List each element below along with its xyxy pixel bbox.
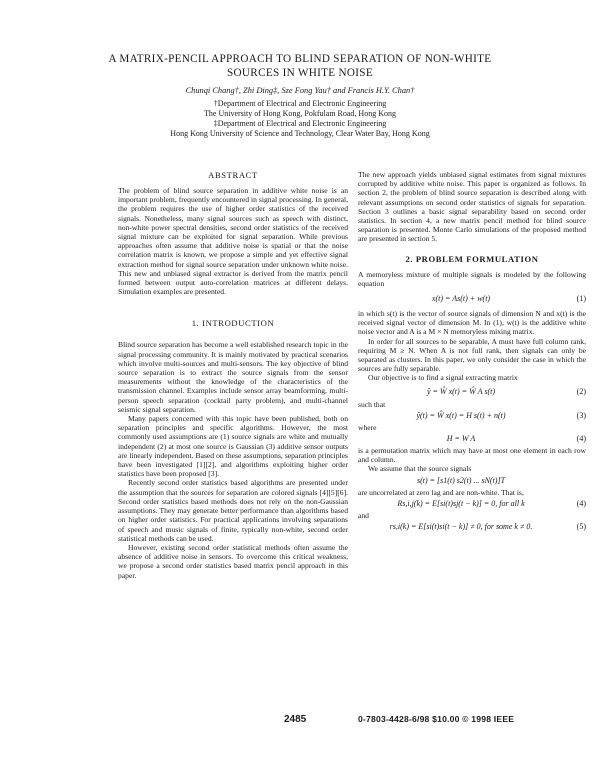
title-line-1: A MATRIX-PENCIL APPROACH TO BLIND SEPARATION OF NON-WHITE [108, 53, 492, 65]
affiliation-line: Hong Kong University of Science and Technology, Clear Water Bay, Hong Kong [170, 129, 430, 138]
right-column [358, 170, 586, 534]
equation-6-number: (4) [576, 498, 586, 508]
non-white-text: are uncorrelated at zero lag and are non-white. That is, [358, 487, 524, 497]
permutation-text: is a permutation matrix which may have at most one element in each row and column. [358, 446, 586, 465]
page-number: 2485 [284, 714, 307, 725]
and-text: and [358, 510, 369, 520]
publication-code: 0-7803-4428-6/98 $10.00 © 1998 IEEE [358, 714, 515, 724]
introduction-continued: The new approach yields unbiased signal estimates from signal mixtures corrupted by additive white noise. This paper is organized as follows. In section 2, the problem of blind source separation is described along with relevant assumptions on second order statistics of signals for separation. Section 3 outlines a basic signal separability based on second order statistics. In section 4, a new matrix pencil method for blind source separation is presented. Monte Carlo simulations of the proposed method are presented in section 5. [358, 170, 586, 244]
equation-3 [358, 409, 586, 423]
equation-4 [358, 432, 586, 446]
equation-5-body: s(t) = [s1(t) s2(t) ... sN(t)]T [416, 475, 506, 485]
equation-3-number: (3) [576, 410, 586, 420]
equation-5 [358, 474, 586, 488]
equation-2 [358, 385, 586, 399]
left-column [118, 170, 348, 580]
equation-7 [358, 520, 586, 534]
introduction-paragraph: Blind source separation has become a well established research topic in the signal processing community. It is mainly motivated by practical scenarios which involve multi-sources and multi-sensors. The key objective of blind source separation is to extract the source signals from the sensor measurements without the knowledge of the characteristics of the transmission channel. Examples include sensor array beamforming, multi-person speech separation (cocktail party problem), and multi-channel seismic signal separation. [118, 340, 348, 414]
equation-6 [358, 497, 586, 511]
assumption-text: We assume that the source signals [368, 464, 472, 474]
introduction-paragraph: However, existing second order statistical methods often assume the absence of additive noise in sensors. To overcome this critical weakness, we propose a second order statistics based matrix pencil approach in this paper. [118, 542, 348, 580]
introduction-paragraph: Many papers concerned with this topic have been published, both on separation principles and specific algorithms. However, the most commonly used assumptions are (1) source signals are white and mutually independent (2) at most one source is Gaussian (3) additive sensor outputs are linearly independent. Based on these assumptions, separation principles have been investigated [1][2], and algorithms exploiting higher order statistics have been proposed [3]. [118, 414, 348, 479]
separability-text: In order for all sources to be separable, A must have full column rank, requiring M ≥ N. When A is not full rank, then signals can only be separated as clusters. In this paper, we only consider the case in which the sources are fully separable. [358, 336, 586, 374]
equation-2-body: ŷ = Ŵ x(t) = Ŵ A s(t) [426, 386, 496, 396]
such-that-text: such that [358, 399, 386, 409]
equation-7-body: rs,i(k) = E[si(t)si(t − k)] ≠ 0, for some k ≠ 0. [389, 522, 533, 532]
problem-formulation-heading: 2. PROBLEM FORMULATION [405, 253, 539, 264]
affiliation-line: The University of Hong Kong, Pokfulam Road, Hong Kong [204, 109, 396, 118]
paper-title [60, 52, 540, 80]
introduction-paragraph: Recently second order statistics based algorithms are presented under the assumption that the sources for separation are colored signals [4][5][6]. Second order statistics based methods does not rely on the non-Gaussian assumptions. They may generate better performance than algorithms based on higher order statistics. For practical applications involving separations of speech and music signals of finite, typically non-white, second order statistical methods can be used. [118, 478, 348, 543]
equation-4-body: H = W A [446, 434, 476, 444]
equation-3-body: ŷ(t) = Ŵ x(t) = H s(t) + n(t) [416, 410, 506, 420]
equation-6-body: Rs,i,j(k) = E[si(t)sj(t − k)] = 0, for all k [397, 498, 525, 508]
equation-1-body: x(t) = As(t) + w(t) [431, 294, 491, 304]
where-text: where [358, 422, 377, 432]
equation-1-description: in which s(t) is the vector of source signals of dimension N and x(t) is the received signal vector of dimension M. In (1), w(t) is the additive white noise vector and A is a M × N memoryless mixing matrix. [358, 309, 586, 337]
equation-1-number: (1) [576, 294, 586, 304]
affiliation-line: †Department of Electrical and Electronic Engineering [213, 99, 387, 108]
abstract-text: The problem of blind source separation in additive white noise is an important problem, frequently encountered in signal processing. In general, the problem requires the use of higher order statistics of the received signals. Nonetheless, many signal sources such as speech with distinct, non-white power spectral densities, second order statistics of the received signal mixture can be exploited for signal separation. While previous approaches often assume that additive noise is spatial or that the noise correlation matrix is known, we propose a simple and yet effective signal extraction method for signal source separation under unknown white noise. This new and unbiased signal extractor is derived from the matrix pencil formed between output auto-correlation matrices at different delays. Simulation examples are presented. [118, 186, 348, 297]
equation-4-number: (4) [576, 434, 586, 444]
equation-1 [358, 292, 586, 306]
author-list: Chunqi Chang†, Zhi Ding‡, Sze Fong Yau† and Francis H.Y. Chan† [185, 86, 415, 95]
affiliation-line: ‡Department of Electrical and Electronic Engineering [213, 119, 387, 128]
title-line-2: SOURCES IN WHITE NOISE [227, 67, 373, 79]
objective-text: Our objective is to find a signal extracting matrix [368, 373, 518, 383]
model-intro-text: A memoryless mixture of multiple signals is modeled by the following equation [358, 269, 586, 288]
abstract-heading: ABSTRACT [208, 170, 258, 180]
equation-7-number: (5) [576, 522, 586, 532]
introduction-heading: 1. INTRODUCTION [191, 318, 275, 329]
equation-2-number: (2) [576, 386, 586, 396]
